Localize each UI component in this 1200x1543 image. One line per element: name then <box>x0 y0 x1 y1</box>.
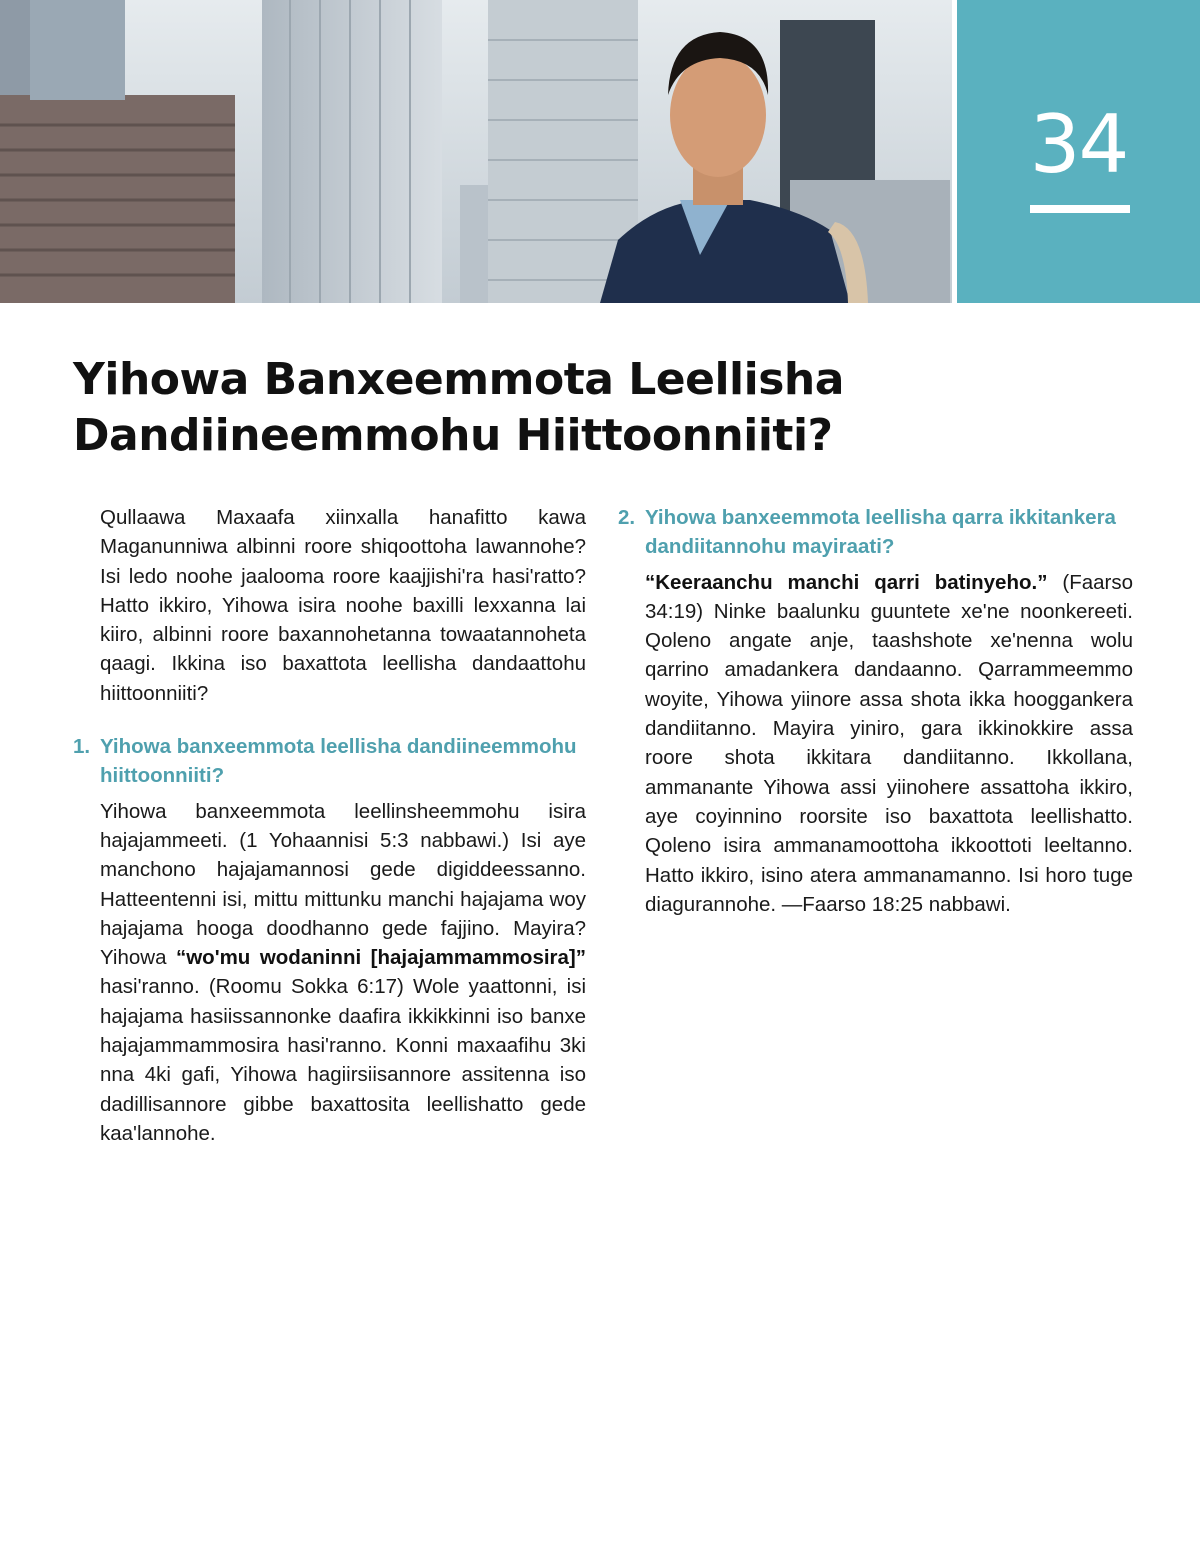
lesson-number-badge <box>957 0 1200 303</box>
section-1-paragraph <box>100 797 586 1149</box>
question-1-text: Yihowa banxeemmota leellisha dandiineemmohu hiittoonniiti? <box>100 735 577 788</box>
city-man-illustration <box>0 0 952 303</box>
question-1 <box>73 732 586 791</box>
question-2-number: 2. <box>618 506 636 529</box>
section-1-text-a: Yihowa banxeemmota leellinsheemmohu isira hajajammeeti. (1 Yohaannisi 5:3 nabbawi.) Isi aye manchono hajajamannosi gede digiddeessanno. Hatteentenni isi, mittu mittunku manchi hajajama woy hajajama hooga doodhanno gede fajjino. Mayira? Yihowa <box>100 799 586 970</box>
title-line-2: Dandiineemmohu Hiittoonniiti? <box>73 410 833 461</box>
question-1-number: 1. <box>73 735 91 759</box>
question-2 <box>618 503 1133 562</box>
question-2-text: Yihowa banxeemmota leellisha qarra ikkitankera dandiitannohu mayiraati? <box>645 506 1116 559</box>
section-1-text-b: hasi'ranno. (Roomu Sokka 6:17) Wole yaattonni, isi hajajama hasiissannonke daafira ikkikkinni iso banxe hajajammammosira hasi'ranno. Konni maxaafihu 3ki nna 4ki gafi, Yihowa hagiirsiisannore assitenna iso dadillisannore gibbe baxattosita leellishatto gede kaa'lannohe. <box>100 975 586 1145</box>
page-title <box>73 352 1073 464</box>
section-2-paragraph <box>645 568 1133 920</box>
title-line-1: Yihowa Banxeemmota Leellisha <box>73 354 844 405</box>
intro-paragraph: Qullaawa Maxaafa xiinxalla hanafitto kawa Maganunniwa albinni roore shiqoottoha lawannohe? Isi ledo noohe jaalooma roore kaajjishi'ra hasi'ratto? Hatto ikkiro, Yihowa isira noohe baxilli lexxanna lai kiiro, albinni roore baxannohetanna towaatannoheta qaagi. Ikkina iso baxattota leellisha dandaattohu hiittoonniiti? <box>100 506 586 705</box>
lesson-number: 34 <box>1029 98 1128 191</box>
section-2-quote: “Keeraanchu manchi qarri batinyeho.” <box>645 570 1048 594</box>
hero-photo <box>0 0 952 303</box>
section-2-text: (Faarso 34:19) Ninke baalunku guuntete xe'ne noonkereeti. Qoleno angate anje, taashshote xe'nenna wolu qarrino amadankera dandaanno. Qarrammeemmo woyite, Yihowa yiinore assa shota ikka hooggankera dandiitanno. Mayira yiniro, gara ikkinokkire assa roore shota ikkitara dandiitanno. Ikkollana, ammanante Yihowa assi yiinohere assattoha ikkiro, aye coyinnino roorsite iso baxattota leellishatto. Qoleno isira ammanamoottoha ikkoottoti leeltanno. Hatto ikkiro, isino atera ammanamanno. Isi horo tuge diagurannohe. —Faarso 18:25 nabbawi. <box>645 570 1133 916</box>
left-column <box>73 503 587 1148</box>
section-1-quote: “wo'mu wodaninni [hajajammammosira]” <box>175 946 587 970</box>
right-column <box>618 503 1133 919</box>
lesson-underline <box>1030 205 1130 213</box>
